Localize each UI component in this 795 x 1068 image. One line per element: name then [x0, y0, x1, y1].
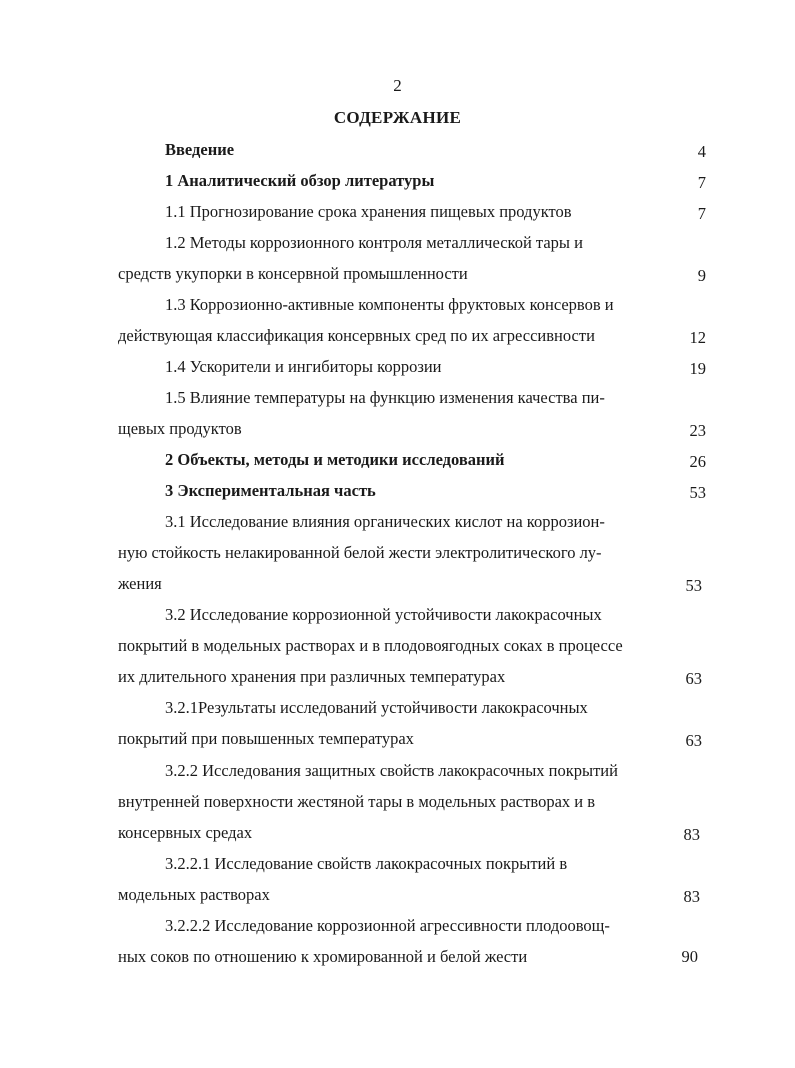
toc-entry-3-2-2: 3.2.2 Исследования защитных свойств лакокрасочных покрытий	[165, 761, 618, 780]
toc-entry-chapter-2: 2 Объекты, методы и методики исследований	[165, 450, 505, 469]
toc-entry-chapter-1: 1 Аналитический обзор литературы	[165, 171, 435, 190]
toc-entry-1-2: 1.2 Методы коррозионного контроля металлической тары и	[165, 233, 583, 252]
toc-entry-1-2-cont: средств укупорки в консервной промышленности	[118, 264, 468, 283]
toc-entry-3-2-2-2-cont: ных соков по отношению к хромированной и белой жести	[118, 947, 528, 966]
toc-entry-3-2-cont: их длительного хранения при различных температурах	[118, 667, 506, 686]
toc-entry-1-5: 1.5 Влияние температуры на функцию изменения качества пи-	[165, 388, 605, 407]
toc-entry-3-2-2-cont: внутренней поверхности жестяной тары в модельных растворах и в	[118, 792, 596, 811]
toc-entry-3-2-2-2: 3.2.2.2 Исследование коррозионной агрессивности плодоовощ-	[165, 916, 610, 935]
page-title: СОДЕРЖАНИЕ	[333, 108, 462, 127]
toc-entry-3-2-1-cont: покрытий при повышенных температурах	[118, 729, 414, 748]
toc-entry-chapter-3: 3 Экспериментальная часть	[165, 481, 376, 500]
toc-page-number: 63	[685, 731, 702, 750]
toc-entry-1-1: 1.1 Прогнозирование срока хранения пищевых продуктов	[165, 202, 572, 221]
toc-entry-3-2-cont: покрытий в модельных растворах и в плодовоягодных соках в процессе	[118, 636, 623, 655]
toc-entry-introduction: Введение	[165, 140, 235, 159]
toc-page-number: 83	[683, 825, 700, 844]
toc-page-number: 90	[681, 947, 698, 966]
toc-page-number: 83	[683, 887, 700, 906]
toc-entry-3-2-2-1-cont: модельных растворах	[118, 885, 270, 904]
toc-page-number: 53	[685, 576, 702, 595]
toc-page-number: 53	[689, 483, 706, 502]
toc-page-number: 63	[685, 669, 702, 688]
toc-entry-1-3: 1.3 Коррозионно-активные компоненты фруктовых консервов и	[165, 295, 614, 314]
toc-entry-3-1-cont: жения	[118, 574, 162, 593]
toc-page-number: 7	[697, 204, 706, 223]
toc-page-number: 26	[689, 452, 706, 471]
toc-entry-1-5-cont: щевых продуктов	[118, 419, 242, 438]
page-number: 2	[393, 76, 402, 95]
toc-page-number: 9	[697, 266, 706, 285]
toc-entry-3-2-1: 3.2.1Результаты исследований устойчивости лакокрасочных	[165, 698, 588, 717]
toc-entry-3-1-cont: ную стойкость нелакированной белой жести электролитического лу-	[118, 543, 602, 562]
toc-entry-3-1: 3.1 Исследование влияния органических кислот на коррозион-	[165, 512, 605, 531]
toc-entry-3-2-2-1: 3.2.2.1 Исследование свойств лакокрасочных покрытий в	[165, 854, 568, 873]
toc-entry-1-3-cont: действующая классификация консервных сред по их агрессивности	[118, 326, 595, 345]
toc-page-number: 12	[689, 328, 706, 347]
toc-page-number: 23	[689, 421, 706, 440]
toc-entry-1-4: 1.4 Ускорители и ингибиторы коррозии	[165, 357, 442, 376]
toc-entry-3-2-2-cont: консервных средах	[118, 823, 253, 842]
toc-page-number: 4	[697, 142, 706, 161]
toc-page-number: 19	[689, 359, 706, 378]
toc-page-number: 7	[697, 173, 706, 192]
toc-entry-3-2: 3.2 Исследование коррозионной устойчивости лакокрасочных	[165, 605, 602, 624]
